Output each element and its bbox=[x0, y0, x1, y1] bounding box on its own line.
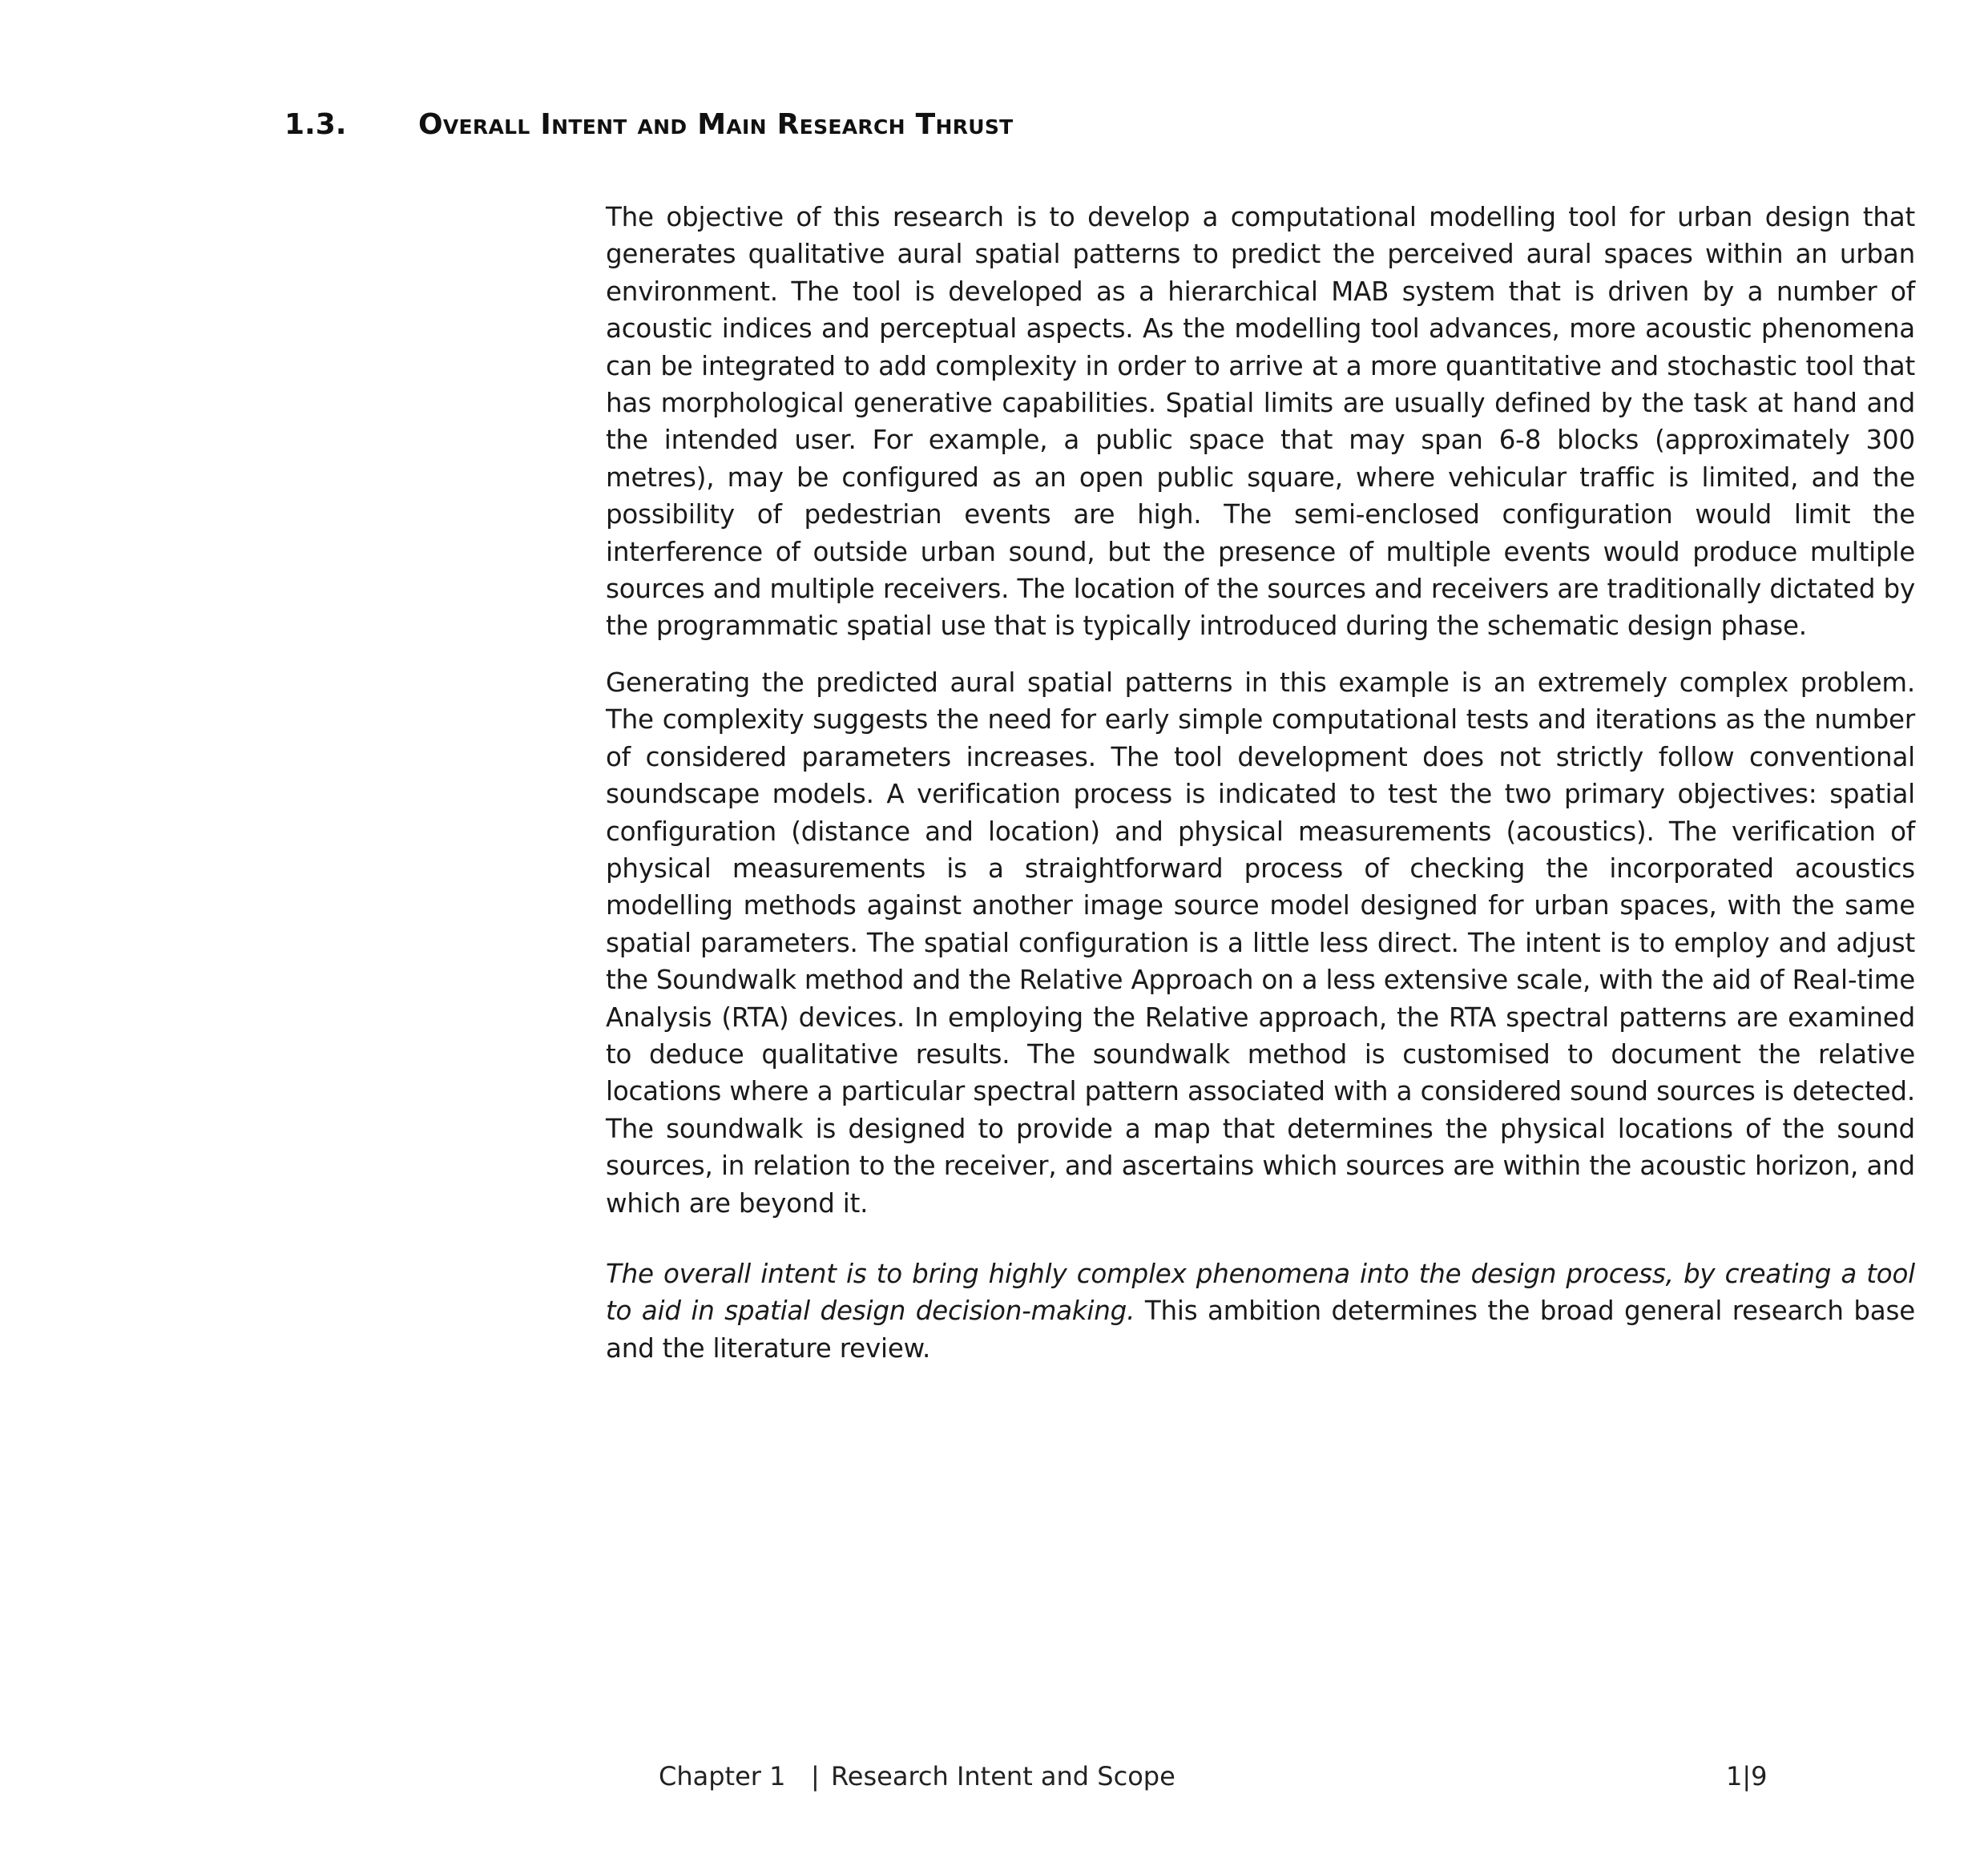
page-number: 1|9 bbox=[1726, 1761, 1768, 1791]
section-title: Overall Intent and Main Research Thrust bbox=[418, 108, 1014, 141]
section-number: 1.3. bbox=[284, 108, 347, 141]
body-text bbox=[606, 199, 1915, 1367]
footer-section-title: Research Intent and Scope bbox=[831, 1761, 1175, 1791]
overall-intent-italic: The overall intent is to bring highly complex phenomena into the design process, by creating a tool to aid in spatial design decision-making. bbox=[606, 1258, 1915, 1327]
paragraph-complexity: Generating the predicted aural spatial patterns in this example is an extremely complex problem. The complexity suggests the need for early simple computational tests and iterations as the number of considered parameters increases. The tool development does not strictly follow conventional soundscape models. A verification process is indicated to test the two primary objectives: spatial configuration (distance and location) and physical measurements (acoustics). The verification of physical measurements is a straightforward process of checking the incorporated acoustics modelling methods against another image source model designed for urban spaces, with the same spatial parameters. The spatial configuration is a little less direct. The intent is to employ and adjust the Soundwalk method and the Relative Approach on a less extensive scale, with the aid of Real-time Analysis (RTA) devices. In employing the Relative approach, the RTA spectral patterns are examined to deduce qualitative results. The soundwalk method is customised to document the relative locations where a particular spectral pattern associated with a considered sound sources is detected. The soundwalk is designed to provide a map that determines the physical locations of the sound sources, in relation to the receiver, and ascertains which sources are within the acoustic horizon, and which are beyond it. bbox=[606, 667, 1915, 1219]
section-heading bbox=[284, 108, 1014, 148]
footer-separator: | bbox=[811, 1761, 820, 1791]
paragraph-overall-intent bbox=[606, 1255, 1915, 1367]
footer-chapter: Chapter 1 bbox=[659, 1761, 786, 1791]
page-footer bbox=[659, 1761, 1780, 1796]
overall-intent-rest: This ambition determines the broad general research base and the literature review. bbox=[606, 1296, 1915, 1364]
paragraph-objective: The objective of this research is to develop a computational modelling tool for urban design that generates qualitative aural spatial patterns to predict the perceived aural spaces within an urban environment. The tool is developed as a hierarchical MAB system that is driven by a number of acoustic indices and perceptual aspects. As the modelling tool advances, more acoustic phenomena can be integrated to add complexity in order to arrive at a more quantitative and stochastic tool that has morphological generative capabilities. Spatial limits are usually defined by the task at hand and the intended user. For example, a public space that may span 6-8 blocks (approximately 300 metres), may be configured as an open public square, where vehicular traffic is limited, and the possibility of pedestrian events are high. The semi-enclosed configuration would limit the interference of outside urban sound, but the presence of multiple events would produce multiple sources and multiple receivers. The location of the sources and receivers are traditionally dictated by the programmatic spatial use that is typically introduced during the schematic design phase. bbox=[606, 202, 1915, 642]
